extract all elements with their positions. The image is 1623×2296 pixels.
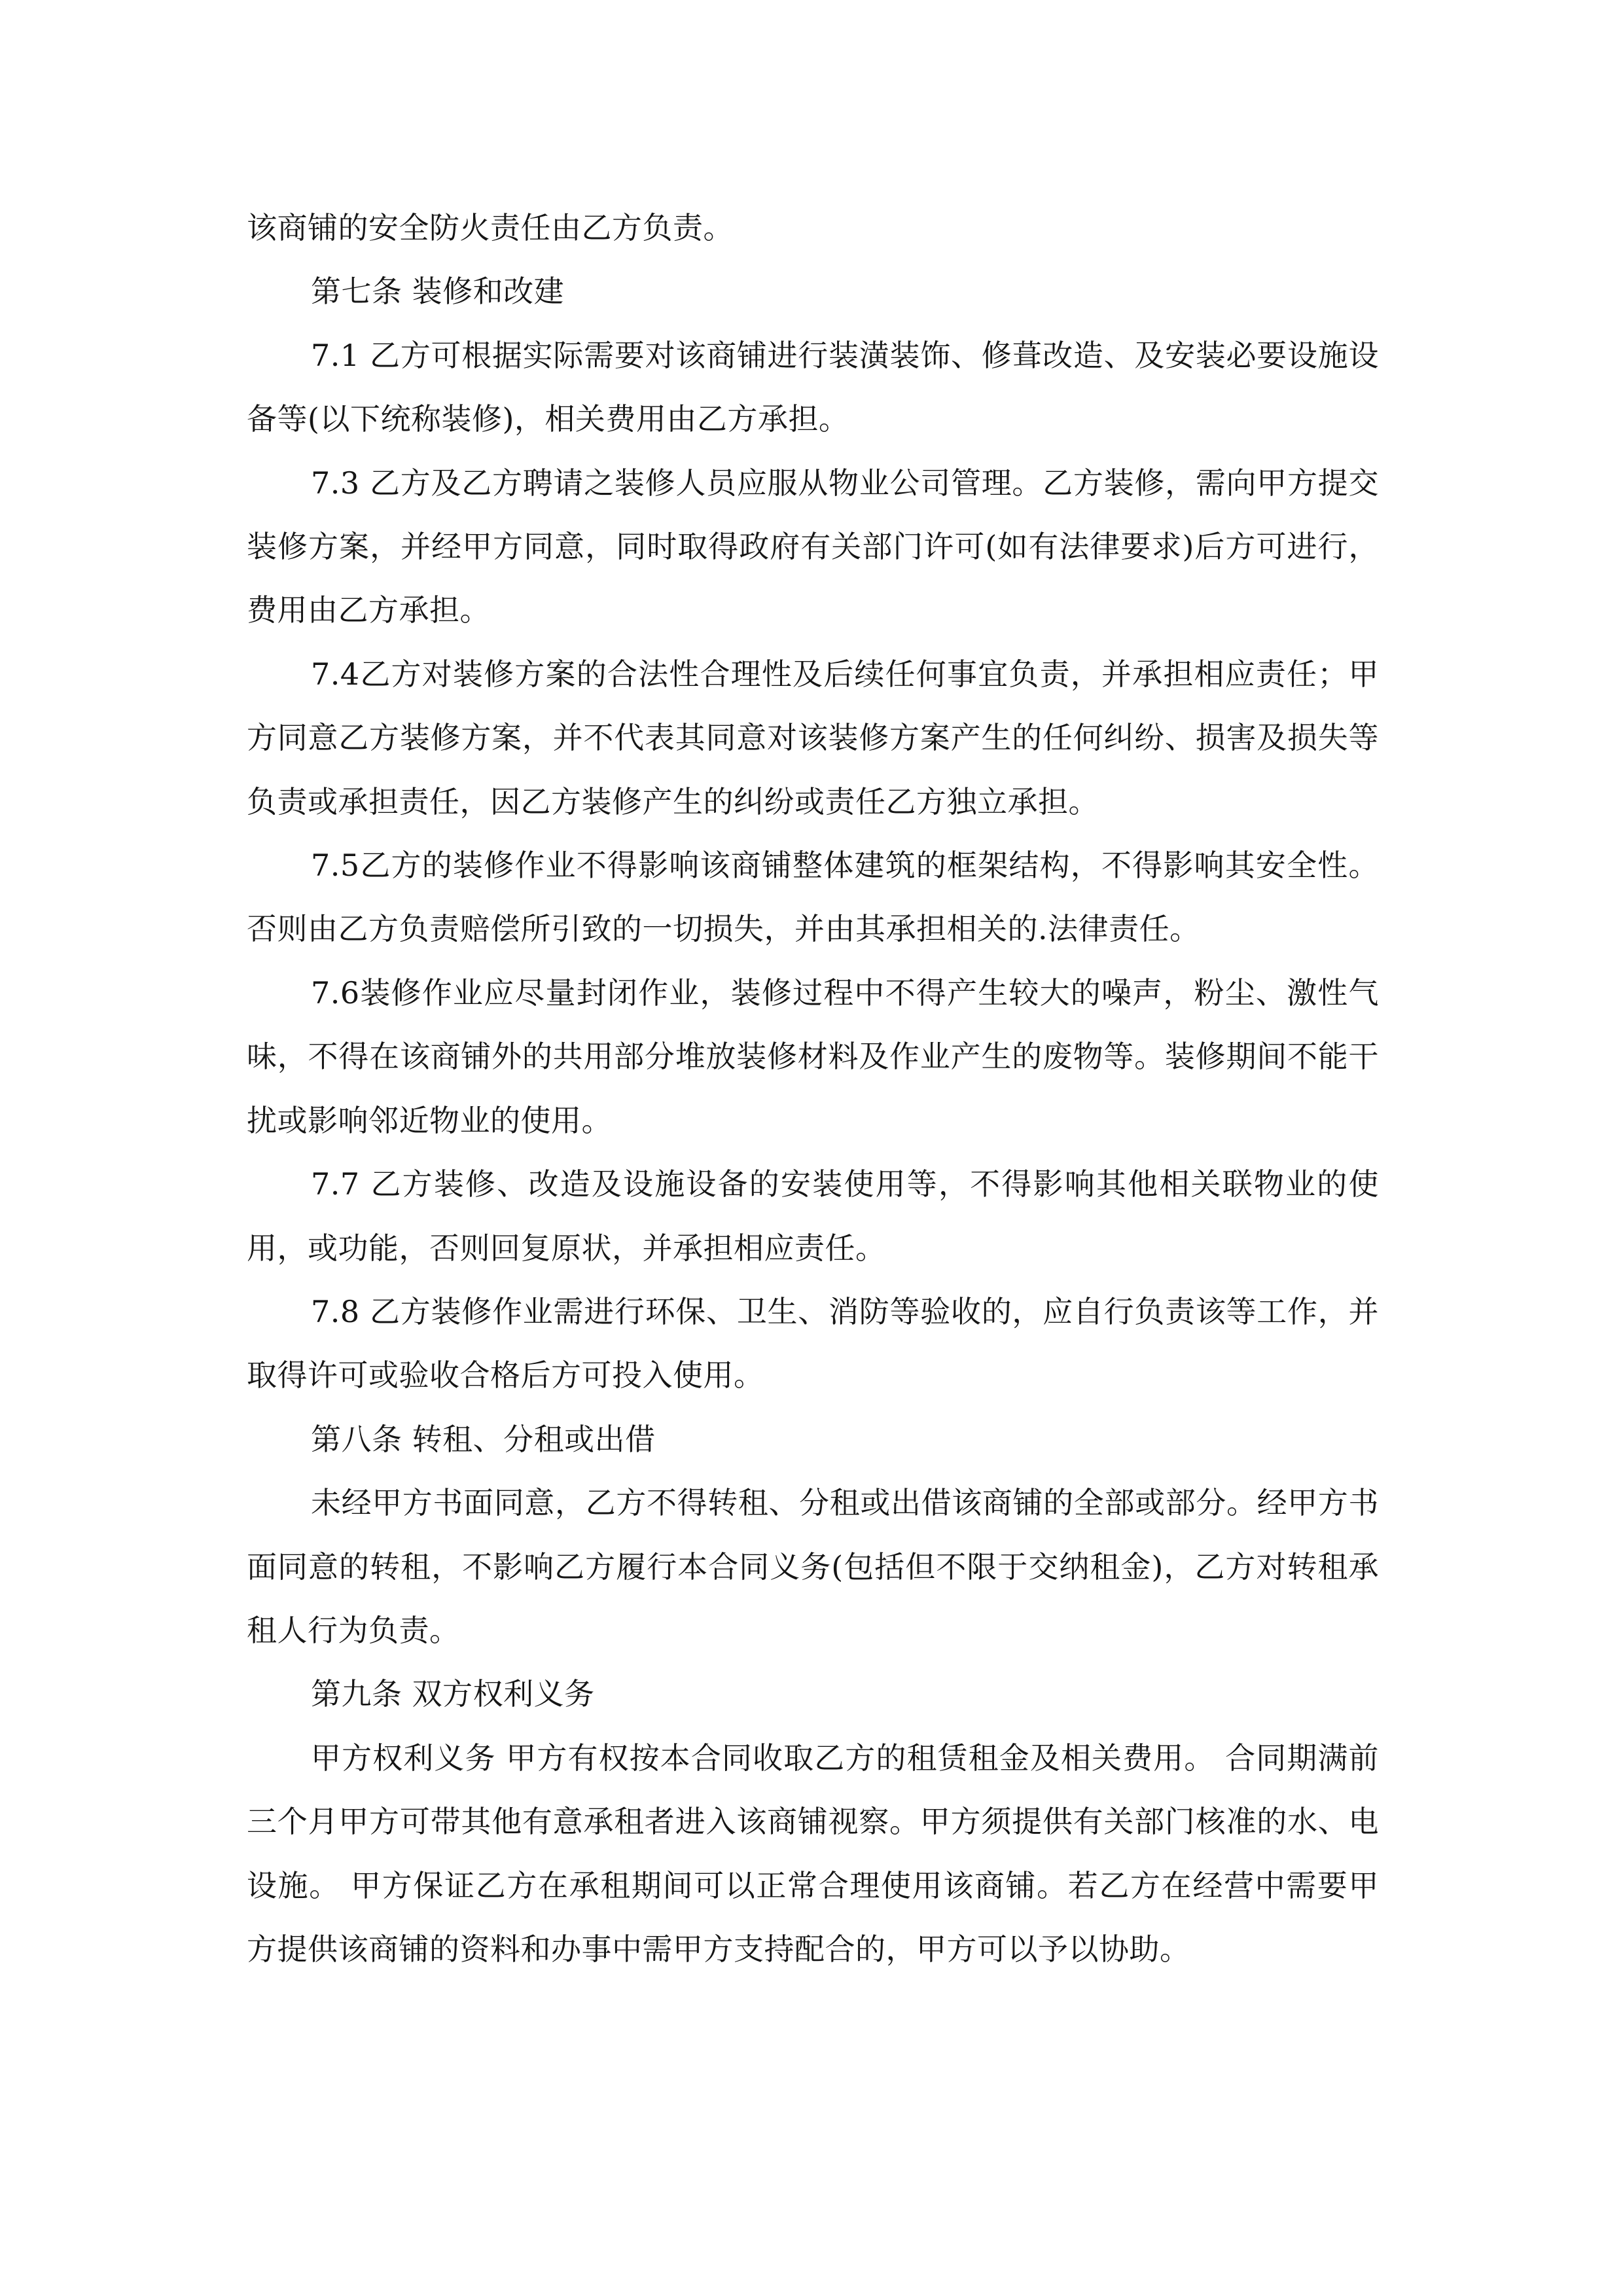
clause-7-1: 7.1 乙方可根据实际需要对该商铺进行装潢装饰、修葺改造、及安装必要设施设备等(以下统称装修)，相关费用由乙方承担。 <box>247 337 1379 437</box>
clause-7-8: 7.8 乙方装修作业需进行环保、卫生、消防等验收的，应自行负责该等工作，并取得许可或验收合格后方可投入使用。 <box>247 1293 1379 1393</box>
document-body <box>247 196 1379 1981</box>
section-heading-article-8: 第八条 转租、分租或出借 <box>311 1421 656 1457</box>
clause-7-7: 7.7 乙方装修、改造及设施设备的安装使用等，不得影响其他相关联物业的使用，或功能，否则回复原状，并承担相应责任。 <box>247 1166 1379 1266</box>
section-heading-article-7: 第七条 装修和改建 <box>311 274 565 310</box>
section-heading-article-9: 第九条 双方权利义务 <box>311 1676 595 1712</box>
paragraph-sublease: 未经甲方书面同意，乙方不得转租、分租或出借该商铺的全部或部分。经甲方书面同意的转租，不影响乙方履行本合同义务(包括但不限于交纳租金)，乙方对转租承租人行为负责。 <box>247 1485 1379 1648</box>
paragraph-fire-safety: 该商铺的安全防火责任由乙方负责。 <box>247 210 734 245</box>
clause-7-5: 7.5乙方的装修作业不得影响该商铺整体建筑的框架结构，不得影响其安全性。否则由乙方负责赔偿所引致的一切损失，并由其承担相关的.法律责任。 <box>247 848 1379 947</box>
clause-7-4: 7.4乙方对装修方案的合法性合理性及后续任何事宜负责，并承担相应责任；甲方同意乙方装修方案，并不代表其同意对该装修方案产生的任何纠纷、损害及损失等负责或承担责任，因乙方装修产生的纠纷或责任乙方独立承担。 <box>247 656 1379 819</box>
clause-7-3: 7.3 乙方及乙方聘请之装修人员应服从物业公司管理。乙方装修，需向甲方提交装修方案，并经甲方同意，同时取得政府有关部门许可(如有法律要求)后方可进行，费用由乙方承担。 <box>247 465 1379 628</box>
paragraph-party-a-rights: 甲方权利义务 甲方有权按本合同收取乙方的租赁租金及相关费用。 合同期满前三个月甲方可带其他有意承租者进入该商铺视察。甲方须提供有关部门核准的水、电设施。 甲方保证乙方在承租期间可以正常合理使用该商铺。若乙方在经营中需要甲方提供该商铺的资料和办事中需甲方支持配合的，甲方可以予以协助。 <box>247 1740 1379 1967</box>
clause-7-6: 7.6装修作业应尽量封闭作业，装修过程中不得产生较大的噪声，粉尘、激性气味，不得在该商铺外的共用部分堆放装修材料及作业产生的废物等。装修期间不能干扰或影响邻近物业的使用。 <box>247 975 1379 1138</box>
